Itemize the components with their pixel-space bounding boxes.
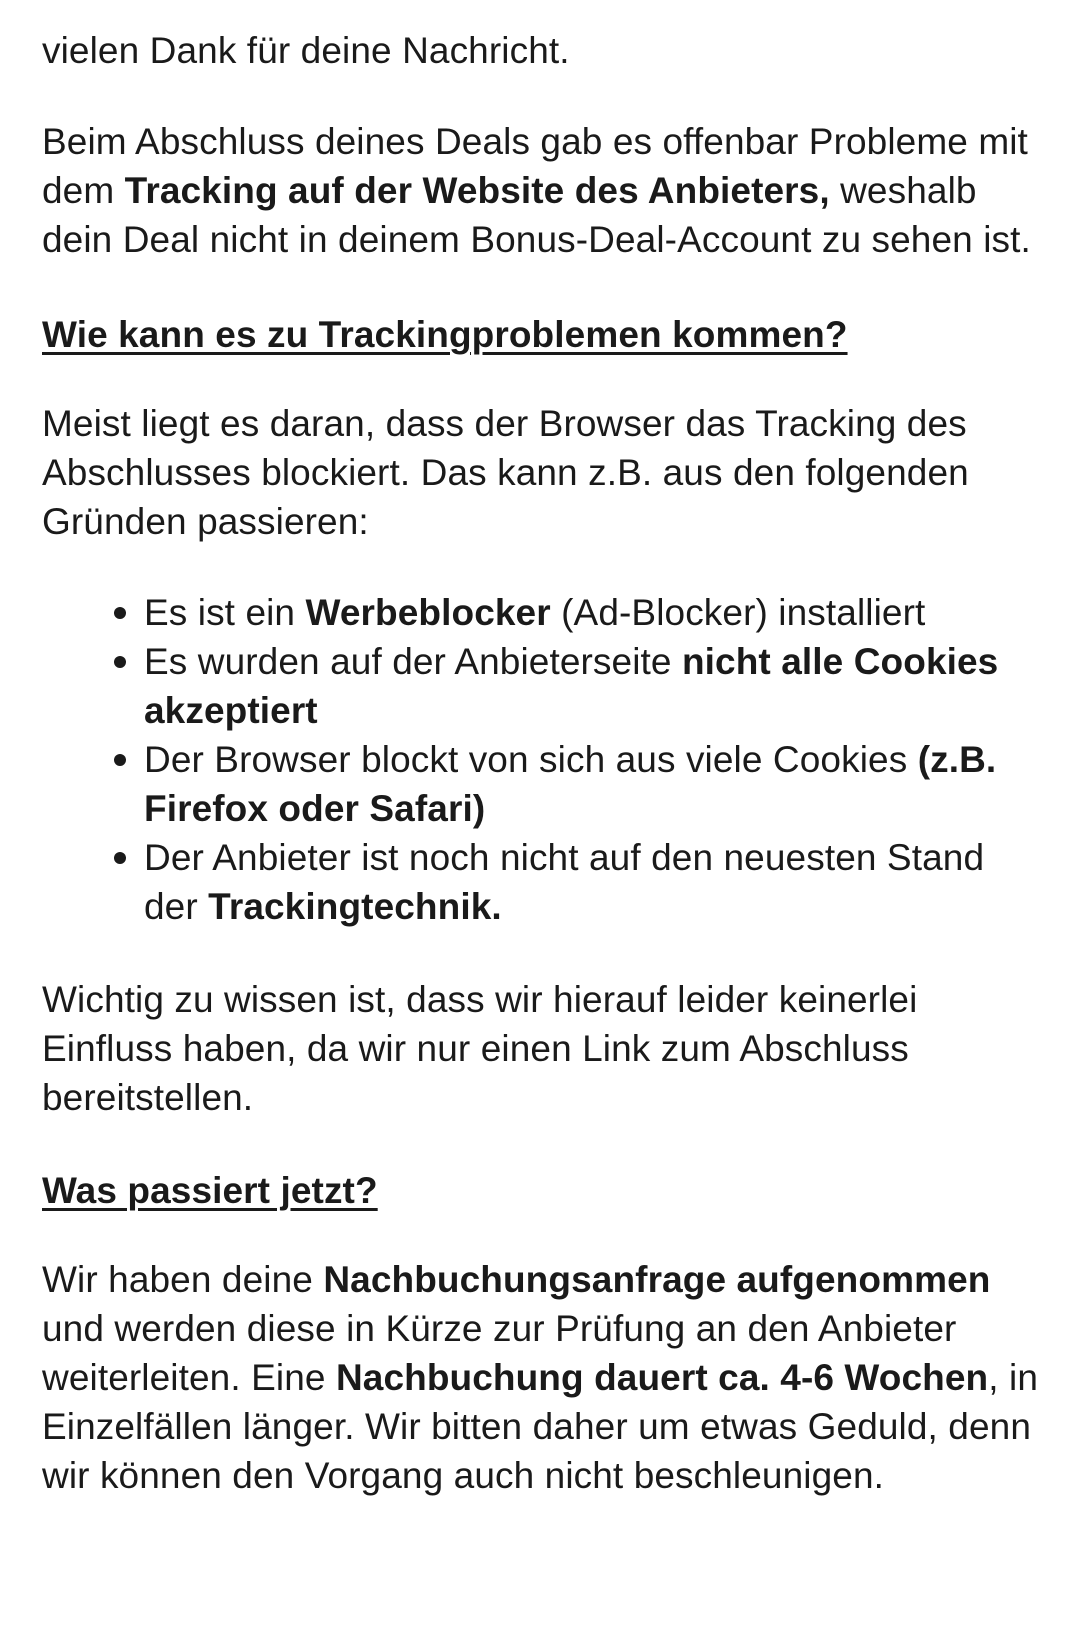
reasons-list: [42, 588, 1040, 931]
list-item: [144, 735, 1040, 833]
list-item: [144, 833, 1040, 931]
list-item-emphasis: Werbeblocker: [305, 592, 551, 633]
list-item-emphasis: nicht alle Cookies akzeptiert: [144, 641, 999, 731]
next-steps-text: Wir haben deine: [42, 1259, 324, 1300]
greeting-paragraph: vielen Dank für deine Nachricht.: [42, 30, 570, 71]
list-item-text-end: (Ad-Blocker) installiert: [550, 592, 926, 633]
list-item-text: Es wurden auf der Anbieterseite: [144, 641, 682, 682]
intro-text: Beim Abschluss deines Deals gab es offenbar Probleme mit dem: [42, 121, 1028, 211]
next-steps-emphasis-duration: Nachbuchung dauert ca. 4-6 Wochen: [335, 1357, 989, 1398]
next-steps-paragraph: [42, 1255, 1040, 1500]
section-heading-tracking-problems: Wie kann es zu Trackingproblemen kommen?: [42, 314, 848, 355]
intro-text-end: weshalb dein Deal nicht in deinem Bonus-Deal-Account zu sehen ist.: [42, 170, 1031, 260]
next-steps-text-end: , in Einzelfällen länger. Wir bitten daher um etwas Geduld, denn wir können den Vorgang auch nicht beschleunigen.: [42, 1357, 1038, 1496]
list-item-emphasis: Trackingtechnik.: [208, 886, 502, 927]
list-item-text: Der Anbieter ist noch nicht auf den neuesten Stand der: [144, 837, 985, 927]
intro-paragraph: [42, 117, 1040, 264]
next-steps-emphasis-request: Nachbuchungsanfrage aufgenommen: [323, 1259, 991, 1300]
list-item-text: Es ist ein: [144, 592, 306, 633]
list-item: [144, 588, 1040, 637]
list-item: [144, 637, 1040, 735]
section-heading-what-happens-now: Was passiert jetzt?: [42, 1170, 378, 1211]
reasons-intro-paragraph: Meist liegt es daran, dass der Browser das Tracking des Abschlusses blockiert. Das kann z.B. aus den folgenden Gründen passieren:: [42, 403, 969, 542]
important-paragraph: Wichtig zu wissen ist, dass wir hierauf leider keinerlei Einfluss haben, da wir nur einen Link zum Abschluss bereitstellen.: [42, 979, 918, 1118]
list-item-text: Der Browser blockt von sich aus viele Cookies: [144, 739, 918, 780]
next-steps-text-middle: und werden diese in Kürze zur Prüfung an den Anbieter weiterleiten. Eine: [42, 1308, 957, 1398]
intro-emphasis: Tracking auf der Website des Anbieters,: [124, 170, 830, 211]
list-item-emphasis: (z.B. Firefox oder Safari): [144, 739, 997, 829]
